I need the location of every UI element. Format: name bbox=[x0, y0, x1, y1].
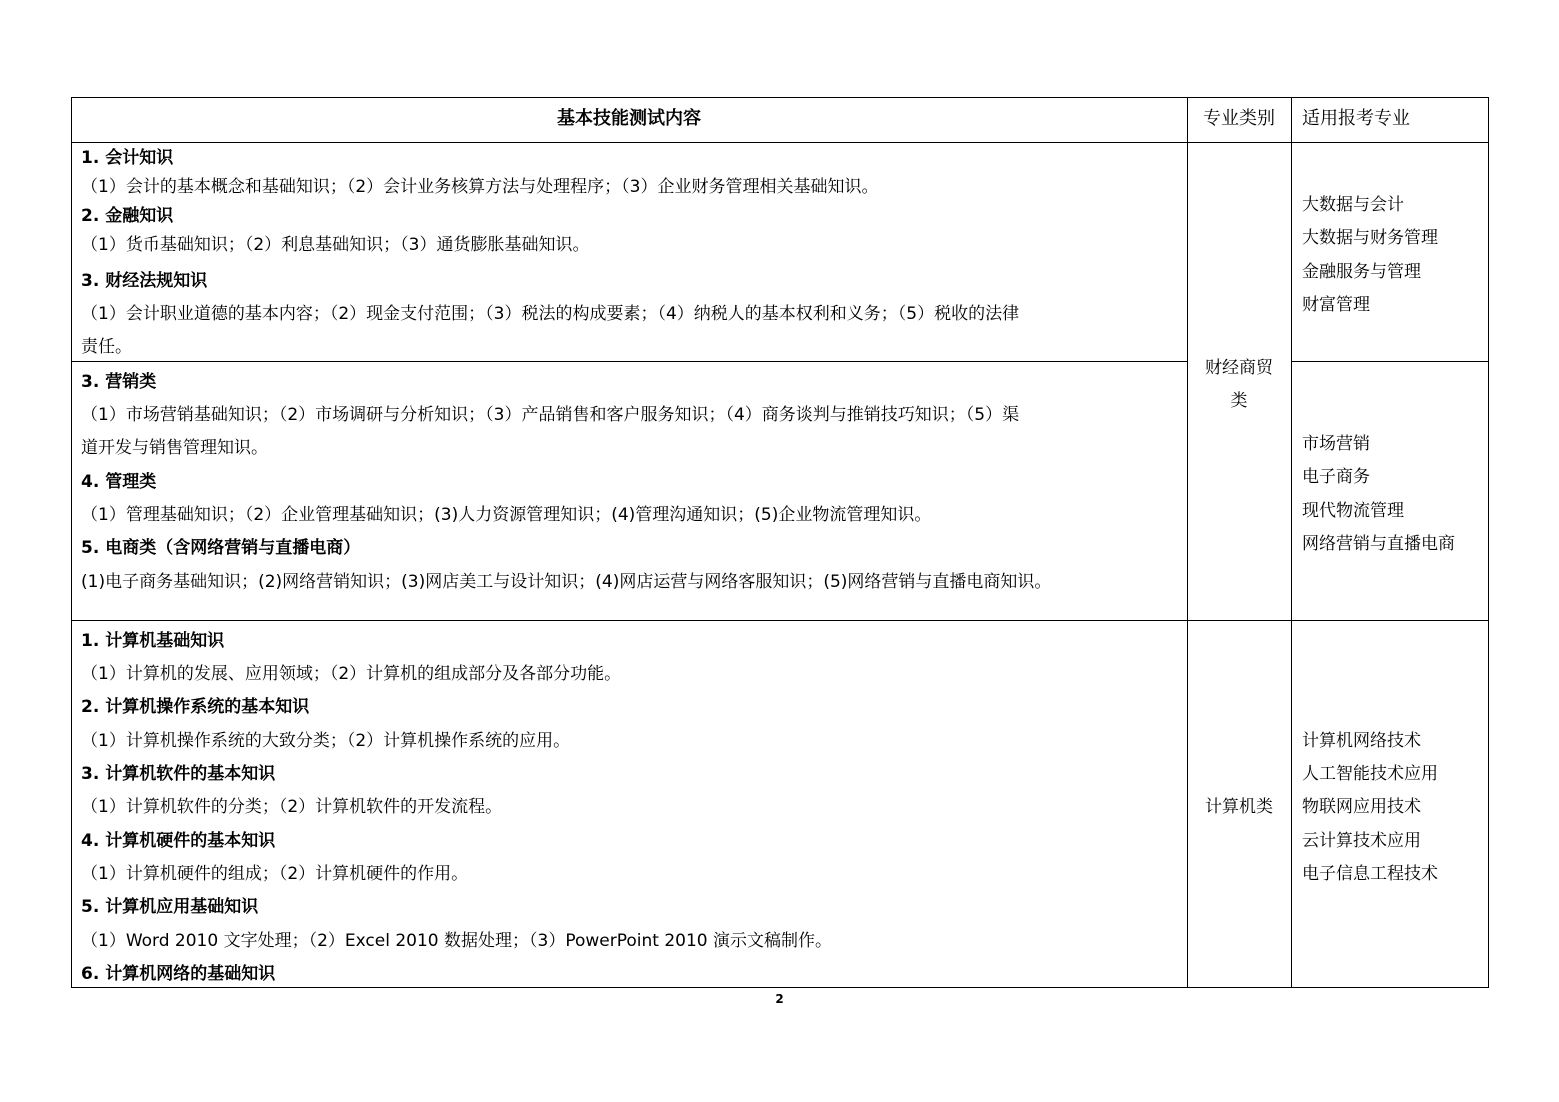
table-border bbox=[1488, 97, 1489, 988]
major-item: 现代物流管理 bbox=[1302, 501, 1404, 521]
section-heading: 2. 金融知识 bbox=[81, 206, 174, 226]
major-item: 财富管理 bbox=[1302, 295, 1370, 315]
section-heading: 4. 管理类 bbox=[81, 472, 157, 492]
section-text: （1）Word 2010 文字处理；（2）Excel 2010 数据处理；（3）PowerPoint 2010 演示文稿制作。 bbox=[81, 931, 832, 951]
major-item: 电子信息工程技术 bbox=[1302, 864, 1438, 884]
major-item: 云计算技术应用 bbox=[1302, 831, 1421, 851]
section-heading: 1. 计算机基础知识 bbox=[81, 631, 225, 651]
section-text: （1）计算机硬件的组成；（2）计算机硬件的作用。 bbox=[81, 864, 469, 884]
section-heading: 2. 计算机操作系统的基本知识 bbox=[81, 697, 310, 717]
category-label: 财经商贸 bbox=[1205, 358, 1273, 378]
section-text: （1）货币基础知识；（2）利息基础知识；（3）通货膨胀基础知识。 bbox=[81, 235, 590, 255]
section-heading: 5. 电商类（含网络营销与直播电商） bbox=[81, 538, 361, 558]
section-text: （1）计算机软件的分类；（2）计算机软件的开发流程。 bbox=[81, 797, 503, 817]
section-text: 道开发与销售管理知识。 bbox=[81, 438, 268, 458]
section-heading: 3. 营销类 bbox=[81, 372, 157, 392]
major-item: 金融服务与管理 bbox=[1302, 262, 1421, 282]
major-item: 网络营销与直播电商 bbox=[1302, 534, 1455, 554]
section-heading: 6. 计算机网络的基础知识 bbox=[81, 964, 276, 984]
major-item: 电子商务 bbox=[1302, 467, 1370, 487]
header-content: 基本技能测试内容 bbox=[557, 108, 701, 129]
section-text: 责任。 bbox=[81, 337, 132, 357]
category-computer: 计算机类 bbox=[1205, 797, 1273, 817]
section-text: (1)电子商务基础知识；(2)网络营销知识；(3)网店美工与设计知识；(4)网店运营与网络客服知识；(5)网络营销与直播电商知识。 bbox=[81, 572, 1052, 592]
section-heading: 4. 计算机硬件的基本知识 bbox=[81, 831, 276, 851]
major-item: 大数据与会计 bbox=[1302, 195, 1404, 215]
header-category: 专业类别 bbox=[1203, 108, 1275, 129]
section-text: （1）计算机的发展、应用领域；（2）计算机的组成部分及各部分功能。 bbox=[81, 664, 622, 684]
table-border bbox=[71, 620, 1489, 621]
table-border bbox=[71, 97, 72, 988]
page-number: 2 bbox=[775, 992, 784, 1006]
section-text: （1）计算机操作系统的大致分类；（2）计算机操作系统的应用。 bbox=[81, 731, 571, 751]
category-label: 类 bbox=[1230, 391, 1248, 411]
table-border bbox=[71, 142, 1489, 143]
table-border bbox=[71, 361, 1188, 362]
major-item: 物联网应用技术 bbox=[1302, 797, 1421, 817]
section-text: （1）会计的基本概念和基础知识；（2）会计业务核算方法与处理程序；（3）企业财务管理相关基础知识。 bbox=[81, 177, 879, 197]
table-border bbox=[71, 97, 1489, 98]
header-majors: 适用报考专业 bbox=[1302, 108, 1410, 129]
major-item: 大数据与财务管理 bbox=[1302, 228, 1438, 248]
section-heading: 3. 财经法规知识 bbox=[81, 271, 208, 291]
table-border bbox=[1291, 97, 1292, 988]
major-item: 人工智能技术应用 bbox=[1302, 764, 1438, 784]
section-heading: 1. 会计知识 bbox=[81, 148, 174, 168]
table-border bbox=[1291, 361, 1489, 362]
table-border bbox=[71, 987, 1489, 988]
section-text: （1）会计职业道德的基本内容；（2）现金支付范围；（3）税法的构成要素；（4）纳税人的基本权利和义务；（5）税收的法律 bbox=[81, 304, 1020, 324]
major-item: 计算机网络技术 bbox=[1302, 731, 1421, 751]
table-border bbox=[1187, 97, 1188, 988]
major-item: 市场营销 bbox=[1302, 434, 1370, 454]
section-text: （1）市场营销基础知识；（2）市场调研与分析知识；（3）产品销售和客户服务知识；（4）商务谈判与推销技巧知识；（5）渠 bbox=[81, 405, 1020, 425]
section-heading: 3. 计算机软件的基本知识 bbox=[81, 764, 276, 784]
section-heading: 5. 计算机应用基础知识 bbox=[81, 897, 259, 917]
section-text: （1）管理基础知识；（2）企业管理基础知识；(3)人力资源管理知识；(4)管理沟通知识；(5)企业物流管理知识。 bbox=[81, 505, 932, 525]
